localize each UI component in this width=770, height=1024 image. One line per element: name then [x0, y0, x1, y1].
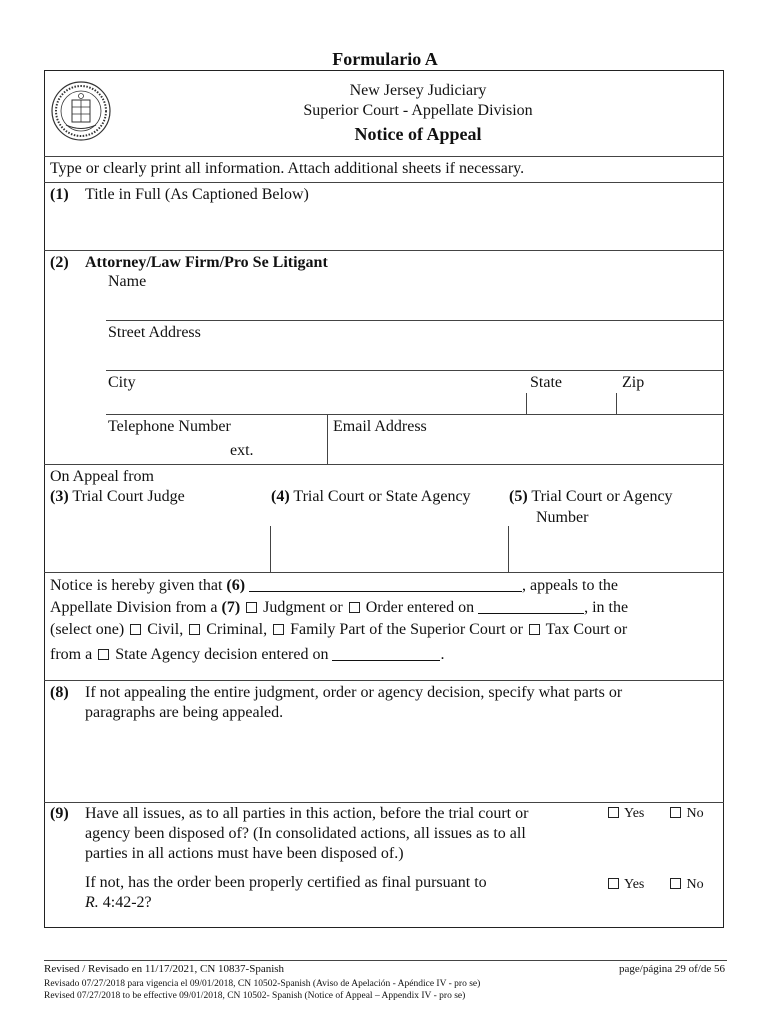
- agency-number-label: (5) Trial Court or Agency: [509, 488, 673, 505]
- state-agency-checkbox[interactable]: [98, 649, 109, 660]
- section-8-text-line1: If not appealing the entire judgment, order or agency decision, specify what parts or: [85, 684, 623, 701]
- divider: [44, 572, 724, 573]
- footer-revision: Revised / Revisado en 11/17/2021, CN 10837-Spanish: [44, 963, 285, 975]
- agency-number-field[interactable]: [512, 530, 722, 568]
- header-court: Superior Court - Appellate Division: [303, 102, 533, 119]
- section-2-label: Attorney/Law Firm/Pro Se Litigant: [85, 254, 328, 271]
- zip-label: Zip: [622, 374, 645, 391]
- section-9-question-line3: parties in all actions must have been disposed of.): [85, 845, 404, 862]
- name-label: Name: [108, 273, 147, 290]
- agency-decision-date-blank[interactable]: [332, 645, 440, 661]
- city-field[interactable]: [108, 393, 524, 413]
- divider: [44, 182, 724, 183]
- section-9-question-line1: Have all issues, as to all parties in this action, before the trial court or: [85, 805, 529, 822]
- street-underline: [106, 370, 724, 371]
- section-9-followup-line1: If not, has the order been properly certified as final pursuant to: [85, 874, 487, 891]
- family-part-checkbox[interactable]: [273, 624, 284, 635]
- q1-no-option: No: [668, 805, 704, 823]
- trial-court-judge-label: (3) Trial Court Judge: [50, 488, 185, 505]
- city-underline: [106, 414, 724, 415]
- order-date-blank[interactable]: [478, 598, 584, 614]
- notice-line-4: from a State Agency decision entered on .: [50, 646, 445, 663]
- section-8-text-line2: paragraphs are being appealed.: [85, 704, 284, 721]
- divider: [44, 680, 724, 681]
- extension-label: ext.: [230, 442, 254, 459]
- section-1-label: Title in Full (As Captioned Below): [85, 186, 309, 203]
- appellant-name-blank[interactable]: [249, 576, 522, 592]
- name-underline: [106, 320, 724, 321]
- trial-court-agency-field[interactable]: [274, 530, 504, 568]
- section-9-question-line2: agency been disposed of? (In consolidated actions, all issues as to all: [85, 825, 526, 842]
- tax-court-checkbox[interactable]: [529, 624, 540, 635]
- q1-no-checkbox[interactable]: [670, 807, 681, 818]
- email-field[interactable]: [330, 436, 722, 462]
- divider: [327, 414, 328, 464]
- divider: [44, 250, 724, 251]
- parts-appealed-field[interactable]: [50, 726, 720, 798]
- street-address-field[interactable]: [108, 343, 722, 369]
- street-address-label: Street Address: [108, 324, 201, 341]
- q2-no-option: No: [668, 876, 704, 894]
- divider: [44, 156, 724, 157]
- email-label: Email Address: [333, 418, 427, 435]
- judgment-checkbox[interactable]: [246, 602, 257, 613]
- civil-checkbox[interactable]: [130, 624, 141, 635]
- on-appeal-from-heading: On Appeal from: [50, 468, 154, 485]
- footer-rule: [44, 960, 727, 961]
- nj-judiciary-seal-icon: [50, 80, 112, 142]
- divider: [616, 393, 617, 414]
- section-1-number: (1): [50, 186, 69, 203]
- section-2-number: (2): [50, 254, 69, 271]
- q1-yes-option: Yes: [606, 805, 644, 823]
- divider: [508, 526, 509, 572]
- city-label: City: [108, 374, 136, 391]
- zip-field[interactable]: [618, 393, 722, 413]
- telephone-label: Telephone Number: [108, 418, 231, 435]
- notice-of-appeal-title: Notice of Appeal: [354, 124, 482, 144]
- section-9-number: (9): [50, 805, 69, 822]
- header-judiciary: New Jersey Judiciary: [349, 82, 487, 99]
- divider: [270, 526, 271, 572]
- form-title: Formulario A: [332, 49, 438, 69]
- name-field[interactable]: [108, 292, 722, 318]
- notice-line-1: Notice is hereby given that (6) , appeals to the: [50, 577, 619, 594]
- page-number: page/página 29 of/de 56: [619, 963, 725, 975]
- state-label: State: [530, 374, 562, 391]
- q2-no-checkbox[interactable]: [670, 878, 681, 889]
- divider: [44, 802, 724, 803]
- criminal-checkbox[interactable]: [189, 624, 200, 635]
- telephone-field[interactable]: [108, 436, 228, 460]
- notice-line-3: (select one) Civil, Criminal, Family Part of the Superior Court or Tax Court or: [50, 621, 628, 638]
- state-field[interactable]: [528, 393, 614, 413]
- section-8-number: (8): [50, 684, 69, 701]
- order-checkbox[interactable]: [349, 602, 360, 613]
- q2-yes-checkbox[interactable]: [608, 878, 619, 889]
- divider: [44, 464, 724, 465]
- instructions: Type or clearly print all information. Attach additional sheets if necessary.: [50, 160, 525, 177]
- agency-number-label-line2: Number: [536, 509, 589, 526]
- trial-court-judge-field[interactable]: [50, 530, 266, 568]
- section-9-followup-line2: R. 4:42-2?: [85, 894, 152, 911]
- footer-english-note: Revised 07/27/2018 to be effective 09/01/2018, CN 10502- Spanish (Notice of Appeal – Appendix IV - pro se): [44, 991, 466, 1001]
- title-in-full-field[interactable]: [46, 206, 722, 248]
- q2-yes-option: Yes: [606, 876, 644, 894]
- notice-line-2: Appellate Division from a (7) Judgment or Order entered on , in the: [50, 599, 629, 616]
- q1-yes-checkbox[interactable]: [608, 807, 619, 818]
- trial-court-agency-label: (4) Trial Court or State Agency: [271, 488, 471, 505]
- footer-spanish-note: Revisado 07/27/2018 para vigencia el 09/01/2018, CN 10502-Spanish (Aviso de Apelación - Apéndice IV - pro se): [44, 979, 481, 989]
- divider: [526, 393, 527, 414]
